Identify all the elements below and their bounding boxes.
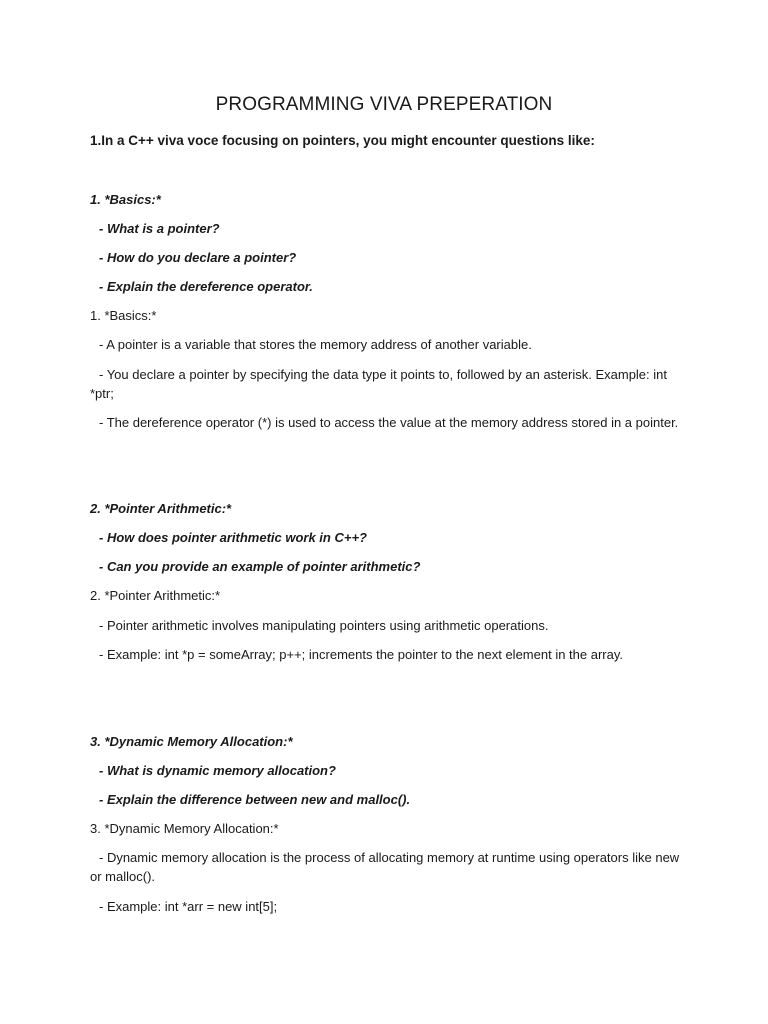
section-2-question: - Can you provide an example of pointer arithmetic?: [99, 559, 421, 574]
section-1-answer: - The dereference operator (*) is used to access the value at the memory address stored in a pointer.: [99, 415, 679, 430]
page-title: PROGRAMMING VIVA PREPERATION: [215, 94, 553, 115]
section-2-question: - How does pointer arithmetic work in C++?: [99, 530, 367, 545]
section-1-question-heading: 1. *Basics:*: [90, 192, 161, 207]
section-1-question: - Explain the dereference operator.: [99, 279, 313, 294]
section-3-question: - Explain the difference between new and malloc().: [99, 792, 411, 807]
section-3-question-heading: 3. *Dynamic Memory Allocation:*: [90, 734, 293, 749]
section-2-question-heading: 2. *Pointer Arithmetic:*: [90, 501, 232, 516]
section-3-answer: - Example: int *arr = new int[5];: [99, 899, 278, 914]
section-3-answer-heading: 3. *Dynamic Memory Allocation:*: [90, 821, 279, 836]
section-1-question: - What is a pointer?: [99, 221, 220, 236]
intro-text: 1.In a C++ viva voce focusing on pointers, you might encounter questions like:: [90, 133, 595, 148]
section-1-answer: - A pointer is a variable that stores the memory address of another variable.: [99, 337, 532, 352]
section-2-answer: - Example: int *p = someArray; p++; increments the pointer to the next element in the array.: [99, 647, 623, 662]
section-3-answer: - Dynamic memory allocation is the process of allocating memory at runtime using operators like new or malloc().: [90, 850, 680, 884]
section-1-answer: - You declare a pointer by specifying the data type it points to, followed by an asterisk. Example: int *ptr;: [90, 367, 667, 401]
section-2-answer: - Pointer arithmetic involves manipulating pointers using arithmetic operations.: [99, 618, 549, 633]
section-1-question: - How do you declare a pointer?: [99, 250, 297, 265]
section-1-answer-heading: 1. *Basics:*: [90, 308, 157, 323]
section-3-question: - What is dynamic memory allocation?: [99, 763, 336, 778]
section-2-answer-heading: 2. *Pointer Arithmetic:*: [90, 588, 221, 603]
